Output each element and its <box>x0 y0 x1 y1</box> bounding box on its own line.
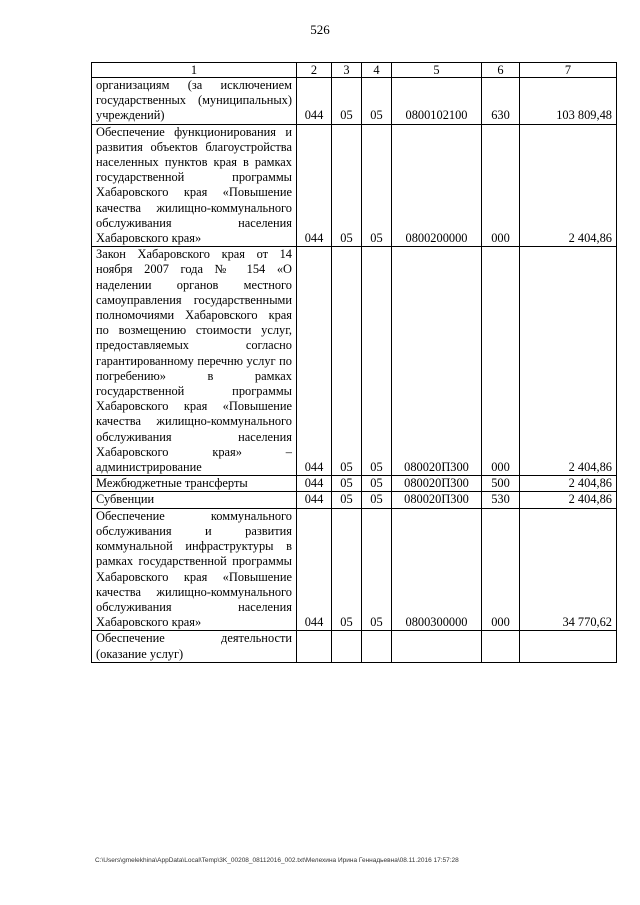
row-ministry: 044 <box>297 124 332 247</box>
row-subsection: 05 <box>362 124 392 247</box>
row-target-article: 080020П300 <box>392 492 482 508</box>
row-section: 05 <box>332 492 362 508</box>
row-name: Обеспечение деятельности (оказание услуг) <box>92 631 297 662</box>
row-expense-type: 500 <box>482 476 520 492</box>
header-col-7: 7 <box>520 63 617 78</box>
row-ministry: 044 <box>297 247 332 476</box>
row-ministry: 044 <box>297 508 332 631</box>
document-footer-path: C:\Users\gmelekhina\AppData\Local\Temp\3K_00208_08112016_002.txt\Мелехина Ирина Геннадьевна\08.11.2016 17:57:28 <box>95 857 459 864</box>
row-target-article: 080020П300 <box>392 247 482 476</box>
row-section: 05 <box>332 124 362 247</box>
row-name: Закон Хабаровского края от 14 ноября 2007 года № 154 «О наделении органов местного самоуправления государственными полномочиями Хабаровского края по возмещению стоимости услуг, предоставляемых согласно гарантированному перечню услуг по погребению» в рамках государственной программы Хабаровского края «Повышение качества жилищно-коммунального обслуживания населения Хабаровского края» – администрирование <box>92 247 297 476</box>
header-col-6: 6 <box>482 63 520 78</box>
row-ministry <box>297 631 332 662</box>
row-expense-type: 530 <box>482 492 520 508</box>
row-amount: 2 404,86 <box>520 124 617 247</box>
row-section: 05 <box>332 508 362 631</box>
row-subsection <box>362 631 392 662</box>
row-subsection: 05 <box>362 247 392 476</box>
header-col-3: 3 <box>332 63 362 78</box>
row-subsection: 05 <box>362 476 392 492</box>
row-amount: 103 809,48 <box>520 78 617 125</box>
row-ministry: 044 <box>297 492 332 508</box>
header-col-4: 4 <box>362 63 392 78</box>
table-row <box>92 78 617 125</box>
row-target-article: 080020П300 <box>392 476 482 492</box>
table-row <box>92 508 617 631</box>
row-name: Межбюджетные трансферты <box>92 476 297 492</box>
row-expense-type: 000 <box>482 508 520 631</box>
budget-table <box>91 62 617 663</box>
row-subsection: 05 <box>362 78 392 125</box>
row-name: Обеспечение функционирования и развития объектов благоустройства населенных пунктов края в рамках государственной программы Хабаровского края «Повышение качества жилищно-коммунального обслуживания населения Хабаровского края» <box>92 124 297 247</box>
row-amount: 2 404,86 <box>520 247 617 476</box>
table-row <box>92 492 617 508</box>
row-name: организациям (за исключением государственных (муниципальных) учреждений) <box>92 78 297 125</box>
row-target-article <box>392 631 482 662</box>
row-name: Субвенции <box>92 492 297 508</box>
row-ministry: 044 <box>297 476 332 492</box>
row-target-article: 0800200000 <box>392 124 482 247</box>
table-row <box>92 476 617 492</box>
row-target-article: 0800102100 <box>392 78 482 125</box>
table-row <box>92 631 617 662</box>
row-section: 05 <box>332 78 362 125</box>
table-row <box>92 247 617 476</box>
row-section <box>332 631 362 662</box>
page-number: 526 <box>310 22 330 37</box>
row-amount: 34 770,62 <box>520 508 617 631</box>
row-section: 05 <box>332 476 362 492</box>
table-row <box>92 124 617 247</box>
header-col-5: 5 <box>392 63 482 78</box>
row-amount: 2 404,86 <box>520 476 617 492</box>
row-target-article: 0800300000 <box>392 508 482 631</box>
row-expense-type: 630 <box>482 78 520 125</box>
table-header-row <box>92 63 617 78</box>
row-expense-type: 000 <box>482 124 520 247</box>
row-amount <box>520 631 617 662</box>
row-expense-type: 000 <box>482 247 520 476</box>
header-col-2: 2 <box>297 63 332 78</box>
row-amount: 2 404,86 <box>520 492 617 508</box>
row-name: Обеспечение коммунального обслуживания и развития коммунальной инфраструктуры в рамках государственной программы Хабаровского края «Повышение качества жилищно-коммунального обслуживания населения Хабаровского края» <box>92 508 297 631</box>
row-section: 05 <box>332 247 362 476</box>
row-expense-type <box>482 631 520 662</box>
row-subsection: 05 <box>362 492 392 508</box>
header-col-1: 1 <box>92 63 297 78</box>
row-subsection: 05 <box>362 508 392 631</box>
row-ministry: 044 <box>297 78 332 125</box>
